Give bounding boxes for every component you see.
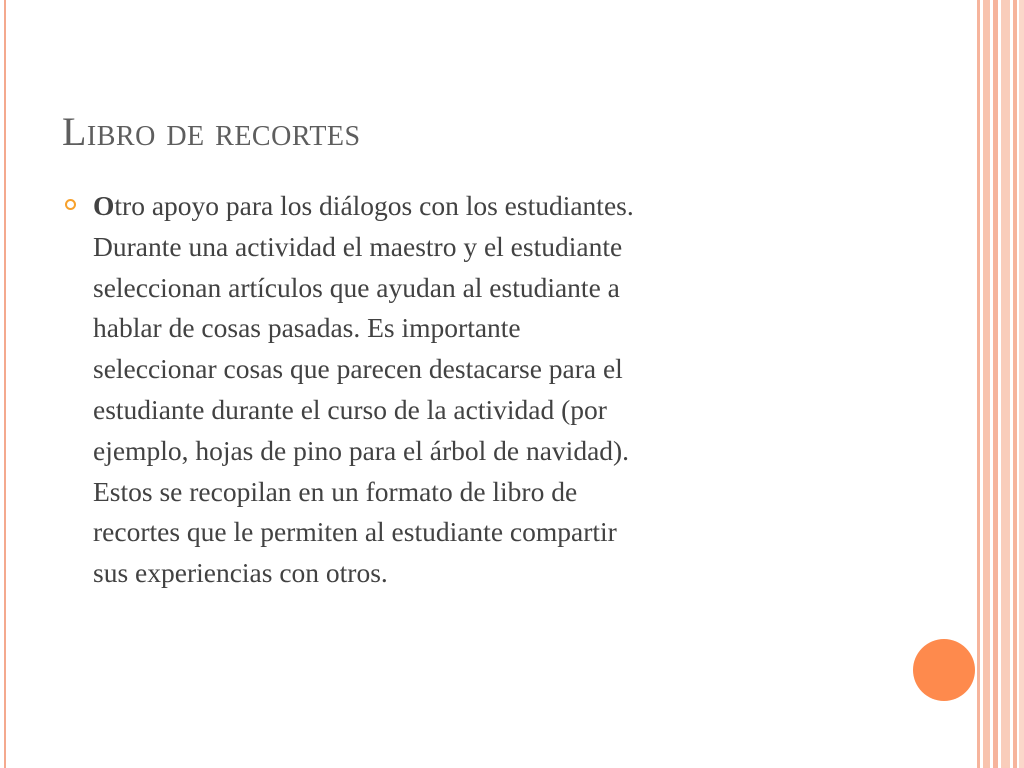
slide-title: Libro de recortes: [62, 109, 361, 154]
bullet-line: seleccionan artículos que ayudan al estudiante a: [93, 271, 620, 303]
right-frame-stripe: [1013, 0, 1017, 768]
bullet-ring-icon: [65, 199, 76, 210]
bullet-line: sus experiencias con otros.: [93, 557, 388, 589]
right-frame-stripe: [977, 0, 980, 768]
bullet-line-text: tro apoyo para los diálogos con los estudiantes.: [114, 190, 634, 221]
right-frame-stripe: [1001, 0, 1010, 768]
bullet-line: seleccionar cosas que parecen destacarse para el: [93, 353, 623, 385]
right-frame-stripe: [1019, 0, 1024, 768]
bullet-lead-letter: O: [93, 190, 115, 221]
bullet-line: ejemplo, hojas de pino para el árbol de navidad).: [93, 434, 630, 466]
right-frame-stripe: [983, 0, 990, 768]
bullet-line: estudiante durante el curso de la actividad (por: [93, 393, 607, 425]
left-frame-line: [4, 0, 6, 768]
bullet-line: [93, 186, 893, 227]
bullet-line: hablar de cosas pasadas. Es importante: [93, 312, 521, 344]
right-frame-stripe: [993, 0, 998, 768]
decorative-orange-circle: [913, 639, 975, 701]
bullet-line: Estos se recopilan en un formato de libro de: [93, 475, 578, 507]
bullet-line: recortes que le permiten al estudiante compartir: [93, 516, 617, 548]
bullet-paragraph: [93, 186, 893, 594]
bullet-line: Durante una actividad el maestro y el estudiante: [93, 230, 623, 262]
